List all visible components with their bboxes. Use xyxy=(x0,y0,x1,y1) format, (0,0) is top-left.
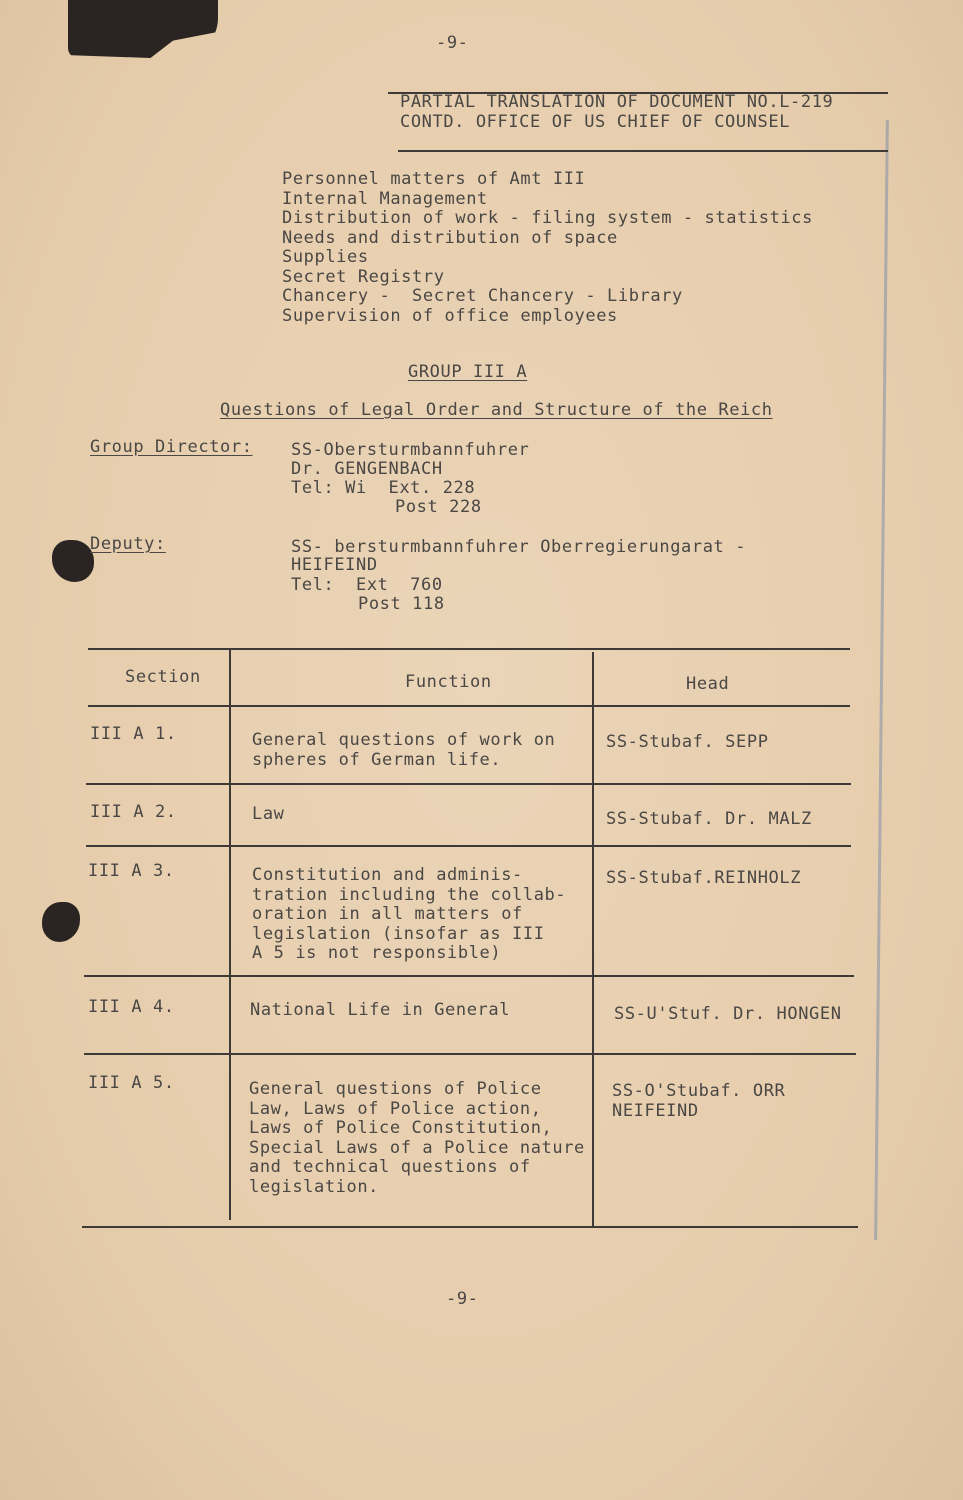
duty-item: Needs and distribution of space xyxy=(282,227,618,248)
header-line-1: PARTIAL TRANSLATION OF DOCUMENT NO.L-219 xyxy=(400,92,834,112)
table-rule xyxy=(82,1226,858,1228)
column-header-section: Section xyxy=(125,667,201,687)
section-cell: III A 1. xyxy=(90,724,177,744)
function-cell: Law xyxy=(252,804,285,824)
duty-item: Supplies xyxy=(282,247,369,267)
function-cell: General questions of Police Law, Laws of Police action, Laws of Police Constitution, Special Laws of a Police nature and technical questions of legislation. xyxy=(249,1079,585,1197)
group-subtitle: Questions of Legal Order and Structure of the Reich xyxy=(220,400,773,420)
header-line-2: CONTD. OFFICE OF US CHIEF OF COUNSEL xyxy=(400,112,791,132)
duty-item: Distribution of work - filing system - statistics xyxy=(282,208,813,228)
function-cell: General questions of work on spheres of German life. xyxy=(252,730,556,770)
section-cell: III A 4. xyxy=(88,997,175,1017)
table-rule xyxy=(86,783,851,785)
director-name: Dr. GENGENBACH xyxy=(291,459,443,479)
duty-item: Internal Management xyxy=(282,188,488,209)
duty-item: Chancery - Secret Chancery - Library xyxy=(282,286,683,306)
duty-item: Secret Registry xyxy=(282,266,445,287)
table-rule xyxy=(88,648,850,650)
head-cell: SS-U'Stuf. Dr. HONGEN xyxy=(614,1004,842,1024)
group-title: GROUP III A xyxy=(408,362,528,382)
head-cell: SS-Stubaf. SEPP xyxy=(606,732,769,752)
table-rule xyxy=(229,650,231,1220)
director-tel: Tel: Wi Ext. 228 xyxy=(291,478,476,498)
deputy-post: Post 118 xyxy=(358,594,445,614)
section-cell: III A 3. xyxy=(88,861,175,881)
deputy-name: HEIFEIND xyxy=(291,555,378,575)
deputy-tel: Tel: Ext 760 xyxy=(291,575,443,595)
table-rule xyxy=(592,652,594,1228)
director-rank: SS-Obersturmbannfuhrer xyxy=(291,440,530,460)
column-header-function: Function xyxy=(405,672,492,692)
column-header-head: Head xyxy=(686,674,730,694)
function-cell: Constitution and adminis- tration including the collab- oration in all matters of legislation (insofar as III A 5 is not responsible) xyxy=(252,865,567,963)
page-number-bottom: -9- xyxy=(446,1289,479,1309)
table-rule xyxy=(84,975,854,977)
page-number-top: -9- xyxy=(436,33,469,53)
director-post: Post 228 xyxy=(395,497,482,517)
section-cell: III A 2. xyxy=(90,802,177,822)
head-cell: SS-Stubaf. Dr. MALZ xyxy=(606,809,812,829)
deputy-label: Deputy: xyxy=(90,534,166,554)
function-cell: National Life in General xyxy=(250,1000,511,1020)
table-rule xyxy=(88,705,850,707)
table-rule xyxy=(84,1053,856,1055)
section-cell: III A 5. xyxy=(88,1073,175,1093)
director-label: Group Director: xyxy=(90,437,253,457)
head-cell: SS-O'Stubaf. ORR NEIFEIND xyxy=(612,1081,786,1121)
duty-item: Supervision of office employees xyxy=(282,305,618,326)
table-rule xyxy=(86,845,851,847)
duty-item: Personnel matters of Amt III xyxy=(282,169,586,189)
deputy-rank: SS- bersturmbannfuhrer Oberregierungarat - xyxy=(291,537,747,557)
head-cell: SS-Stubaf.REINHOLZ xyxy=(606,868,802,888)
